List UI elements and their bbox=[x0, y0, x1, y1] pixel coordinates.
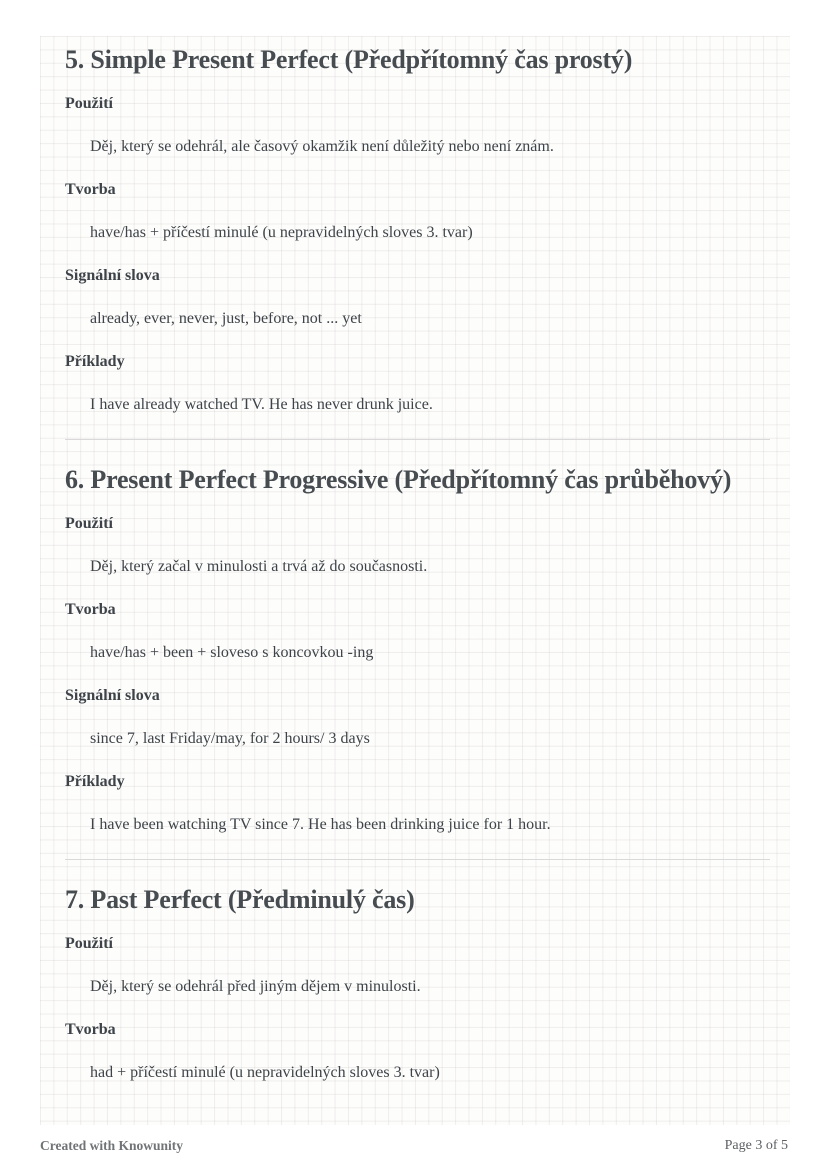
block-label: Použití bbox=[65, 935, 113, 952]
block-text: have/has + been + sloveso s koncovkou -ing bbox=[90, 644, 374, 661]
section-divider bbox=[65, 859, 770, 860]
section-title: 5. Simple Present Perfect (Předpřítomný čas prostý) bbox=[65, 45, 633, 74]
tense-section bbox=[65, 45, 770, 414]
block-text: already, ever, never, just, before, not ... yet bbox=[90, 310, 362, 327]
block-label: Příklady bbox=[65, 353, 125, 370]
block-text: had + příčestí minulé (u nepravidelných sloves 3. tvar) bbox=[90, 1064, 440, 1081]
block-text: since 7, last Friday/may, for 2 hours/ 3 days bbox=[90, 730, 370, 747]
block-text: I have been watching TV since 7. He has been drinking juice for 1 hour. bbox=[90, 816, 551, 833]
block-label: Příklady bbox=[65, 773, 125, 790]
footer-page-number: Page 3 of 5 bbox=[724, 1138, 788, 1153]
footer-branding: Created with Knowunity bbox=[40, 1138, 184, 1153]
block-label: Použití bbox=[65, 95, 113, 112]
block-text: Děj, který začal v minulosti a trvá až do současnosti. bbox=[90, 558, 428, 575]
section-divider bbox=[65, 439, 770, 440]
block-text: have/has + příčestí minulé (u nepravidelných sloves 3. tvar) bbox=[90, 224, 473, 241]
section-title: 6. Present Perfect Progressive (Předpřítomný čas průběhový) bbox=[65, 465, 732, 494]
tense-section bbox=[65, 465, 770, 834]
block-label: Signální slova bbox=[65, 687, 160, 704]
section-title: 7. Past Perfect (Předminulý čas) bbox=[65, 885, 415, 914]
block-label: Tvorba bbox=[65, 601, 116, 618]
block-text: Děj, který se odehrál, ale časový okamžik není důležitý nebo není znám. bbox=[90, 138, 554, 155]
block-label: Tvorba bbox=[65, 181, 116, 198]
block-label: Použití bbox=[65, 515, 113, 532]
block-label: Signální slova bbox=[65, 267, 160, 284]
block-text: Děj, který se odehrál před jiným dějem v minulosti. bbox=[90, 978, 421, 995]
page-content bbox=[65, 36, 770, 1107]
block-label: Tvorba bbox=[65, 1021, 116, 1038]
block-text: I have already watched TV. He has never drunk juice. bbox=[90, 396, 433, 413]
tense-section bbox=[65, 885, 770, 1082]
